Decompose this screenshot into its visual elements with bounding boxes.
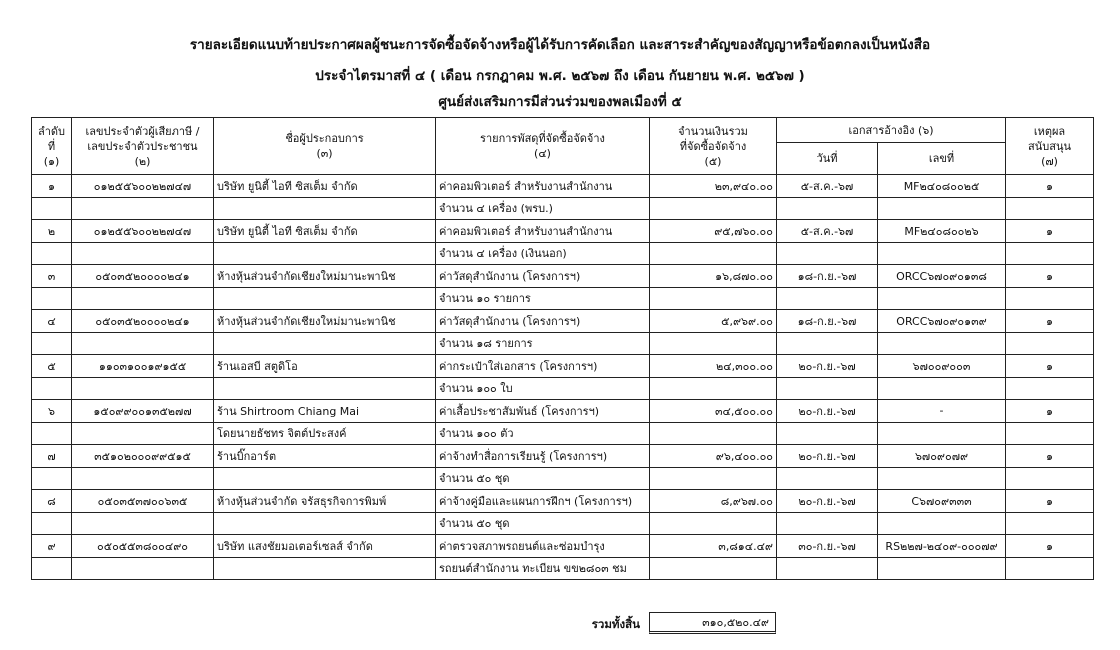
cell-item: ค่าจ้างทำสื่อการเรียนรู้ (โครงการฯ) <box>436 445 650 468</box>
empty-cell <box>878 422 1006 445</box>
organization-name: ศูนย์ส่งเสริมการมีส่วนร่วมของพลเมืองที่ ๕ <box>438 94 682 110</box>
cell-reason: ๑ <box>1006 265 1094 288</box>
empty-cell <box>650 467 777 490</box>
cell-item: ค่ากระเป๋าใส่เอกสาร (โครงการฯ) <box>436 355 650 378</box>
cell-amount: ๙๖,๔๐๐.๐๐ <box>650 445 777 468</box>
table-row-detail <box>32 332 1094 355</box>
empty-cell <box>650 242 777 265</box>
empty-cell <box>878 377 1006 400</box>
cell-date: ๑๘-ก.ย.-๖๗ <box>777 265 878 288</box>
empty-cell <box>878 512 1006 535</box>
cell-item-detail: จำนวน ๑๐๐ ใบ <box>436 377 650 400</box>
cell-vendor: ร้านบิ๊กอาร์ต <box>214 445 436 468</box>
cell-vendor-detail <box>214 287 436 310</box>
empty-cell <box>650 197 777 220</box>
empty-cell <box>878 242 1006 265</box>
table-row-detail <box>32 377 1094 400</box>
cell-date: ๒๐-ก.ย.-๖๗ <box>777 355 878 378</box>
cell-vendor-detail <box>214 332 436 355</box>
cell-taxid: ๐๑๒๕๕๖๐๐๒๒๗๔๗ <box>72 175 214 198</box>
empty-cell <box>72 377 214 400</box>
empty-cell <box>777 332 878 355</box>
empty-cell <box>32 557 72 580</box>
cell-item-detail: จำนวน ๑๘ รายการ <box>436 332 650 355</box>
col-date-header: วันที่ <box>777 143 878 175</box>
cell-no: ๒ <box>32 220 72 243</box>
cell-docno: - <box>878 400 1006 423</box>
cell-taxid: ๐๕๐๕๕๓๘๐๐๔๙๐ <box>72 535 214 558</box>
empty-cell <box>650 557 777 580</box>
empty-cell <box>1006 512 1094 535</box>
col-amount-header: จำนวนเงินรวม ที่จัดซื้อจัดจ้าง (๕) <box>650 118 777 175</box>
cell-amount: ๑๖,๘๗๐.๐๐ <box>650 265 777 288</box>
cell-vendor-detail <box>214 197 436 220</box>
cell-vendor-detail <box>214 242 436 265</box>
empty-cell <box>32 197 72 220</box>
empty-cell <box>777 512 878 535</box>
table-row <box>32 265 1094 288</box>
cell-taxid: ๐๑๒๕๕๖๐๐๒๒๗๔๗ <box>72 220 214 243</box>
cell-vendor: บริษัท ยูนิตี้ ไอที ซิสเต็ม จำกัด <box>214 220 436 243</box>
cell-amount: ๕,๙๖๙.๐๐ <box>650 310 777 333</box>
cell-amount: ๒๔,๓๐๐.๐๐ <box>650 355 777 378</box>
col-vendor-header: ชื่อผู้ประกอบการ (๓) <box>214 118 436 175</box>
empty-cell <box>650 377 777 400</box>
empty-cell <box>1006 467 1094 490</box>
cell-no: ๖ <box>32 400 72 423</box>
cell-item: ค่าคอมพิวเตอร์ สำหรับงานสำนักงาน <box>436 175 650 198</box>
empty-cell <box>1006 557 1094 580</box>
empty-cell <box>777 467 878 490</box>
cell-taxid: ๑๕๐๙๙๐๐๑๓๕๒๗๗ <box>72 400 214 423</box>
cell-date: ๕-ส.ค.-๖๗ <box>777 220 878 243</box>
document-title: รายละเอียดแนบท้ายประกาศผลผู้ชนะการจัดซื้อจัดจ้างหรือผู้ได้รับการคัดเลือก และสาระสำคัญของสัญญาหรือข้อตกลงเป็นหนังสือ <box>189 37 931 53</box>
table-row <box>32 355 1094 378</box>
col-reason-header: เหตุผล สนับสนุน (๗) <box>1006 118 1094 175</box>
table-row-detail <box>32 242 1094 265</box>
document-subtitle: ประจำไตรมาสที่ ๔ ( เดือน กรกฎาคม พ.ศ. ๒๕๖๗ ถึง เดือน กันยายน พ.ศ. ๒๕๖๗ ) <box>315 68 805 84</box>
cell-no: ๙ <box>32 535 72 558</box>
cell-vendor-detail <box>214 377 436 400</box>
cell-item-detail: จำนวน ๑๐๐ ตัว <box>436 422 650 445</box>
col-ref-header: เอกสารอ้างอิง (๖) <box>777 118 1006 143</box>
cell-no: ๑ <box>32 175 72 198</box>
cell-item-detail: รถยนต์สำนักงาน ทะเบียน ขข๒๘๐๓ ชม <box>436 557 650 580</box>
table-row <box>32 310 1094 333</box>
empty-cell <box>72 512 214 535</box>
cell-reason: ๑ <box>1006 220 1094 243</box>
cell-item: ค่าวัสดุสำนักงาน (โครงการฯ) <box>436 265 650 288</box>
cell-vendor: บริษัท ยูนิตี้ ไอที ซิสเต็ม จำกัด <box>214 175 436 198</box>
empty-cell <box>72 557 214 580</box>
empty-cell <box>1006 287 1094 310</box>
empty-cell <box>32 512 72 535</box>
empty-cell <box>878 557 1006 580</box>
cell-item-detail: จำนวน ๕๐ ชุด <box>436 512 650 535</box>
cell-item-detail: จำนวน ๔ เครื่อง (พรบ.) <box>436 197 650 220</box>
empty-cell <box>1006 242 1094 265</box>
cell-taxid: ๐๕๐๓๕๒๐๐๐๐๒๔๑ <box>72 265 214 288</box>
cell-date: ๑๘-ก.ย.-๖๗ <box>777 310 878 333</box>
cell-vendor: ห้างหุ้นส่วนจำกัด จรัสธุรกิจการพิมพ์ <box>214 490 436 513</box>
cell-item-detail: จำนวน ๔ เครื่อง (เงินนอก) <box>436 242 650 265</box>
empty-cell <box>72 332 214 355</box>
empty-cell <box>777 557 878 580</box>
total-label: รวมทั้งสิ้น <box>591 617 640 631</box>
empty-cell <box>650 512 777 535</box>
cell-taxid: ๓๕๑๐๒๐๐๐๙๙๕๑๕ <box>72 445 214 468</box>
cell-taxid: ๐๕๐๓๕๓๗๐๐๖๓๕ <box>72 490 214 513</box>
cell-date: ๒๐-ก.ย.-๖๗ <box>777 445 878 468</box>
table-row-detail <box>32 467 1094 490</box>
empty-cell <box>777 377 878 400</box>
table-row <box>32 445 1094 468</box>
cell-amount: ๒๓,๙๔๐.๐๐ <box>650 175 777 198</box>
cell-item-detail: จำนวน ๑๐ รายการ <box>436 287 650 310</box>
empty-cell <box>1006 197 1094 220</box>
table-row-detail <box>32 512 1094 535</box>
cell-vendor-detail <box>214 512 436 535</box>
cell-item: ค่าจ้างคู่มือและแผนการฝึกฯ (โครงการฯ) <box>436 490 650 513</box>
cell-docno: ๖๗๐๐๙๐๐๓ <box>878 355 1006 378</box>
cell-item: ค่าตรวจสภาพรถยนต์และซ่อมบำรุง <box>436 535 650 558</box>
cell-vendor-detail <box>214 467 436 490</box>
cell-vendor: ร้านเอสบี สตูดิโอ <box>214 355 436 378</box>
cell-docno: RS๒๒๗-๒๔๐๙-๐๐๐๗๙ <box>878 535 1006 558</box>
cell-date: ๕-ส.ค.-๖๗ <box>777 175 878 198</box>
cell-no: ๕ <box>32 355 72 378</box>
cell-reason: ๑ <box>1006 310 1094 333</box>
empty-cell <box>72 197 214 220</box>
empty-cell <box>777 287 878 310</box>
cell-amount: ๘,๙๖๗.๐๐ <box>650 490 777 513</box>
cell-vendor: ร้าน Shirtroom Chiang Mai <box>214 400 436 423</box>
table-row <box>32 400 1094 423</box>
cell-no: ๗ <box>32 445 72 468</box>
cell-docno: ORCC๖๗๐๙๐๑๓๙ <box>878 310 1006 333</box>
cell-vendor: บริษัท แสงชัยมอเตอร์เซลส์ จำกัด <box>214 535 436 558</box>
empty-cell <box>72 467 214 490</box>
cell-date: ๓๐-ก.ย.-๖๗ <box>777 535 878 558</box>
empty-cell <box>1006 422 1094 445</box>
cell-taxid: ๑๑๐๓๑๐๐๑๙๑๕๕ <box>72 355 214 378</box>
cell-reason: ๑ <box>1006 400 1094 423</box>
cell-taxid: ๐๕๐๓๕๒๐๐๐๐๒๔๑ <box>72 310 214 333</box>
cell-vendor-detail <box>214 557 436 580</box>
cell-no: ๓ <box>32 265 72 288</box>
table-row-detail <box>32 422 1094 445</box>
cell-amount: ๓๔,๕๐๐.๐๐ <box>650 400 777 423</box>
cell-reason: ๑ <box>1006 355 1094 378</box>
total-value: ๓๑๐,๕๒๐.๔๙ <box>649 612 776 634</box>
cell-item: ค่าวัสดุสำนักงาน (โครงการฯ) <box>436 310 650 333</box>
cell-vendor: ห้างหุ้นส่วนจำกัดเชียงใหม่มานะพานิช <box>214 310 436 333</box>
empty-cell <box>32 242 72 265</box>
col-no-header: ลำดับ ที่ (๑) <box>32 118 72 175</box>
empty-cell <box>878 197 1006 220</box>
cell-item: ค่าคอมพิวเตอร์ สำหรับงานสำนักงาน <box>436 220 650 243</box>
empty-cell <box>650 422 777 445</box>
empty-cell <box>32 422 72 445</box>
empty-cell <box>1006 332 1094 355</box>
cell-reason: ๑ <box>1006 445 1094 468</box>
empty-cell <box>32 467 72 490</box>
cell-date: ๒๐-ก.ย.-๖๗ <box>777 400 878 423</box>
cell-docno: ORCC๖๗๐๙๐๑๓๘ <box>878 265 1006 288</box>
empty-cell <box>650 332 777 355</box>
cell-reason: ๑ <box>1006 535 1094 558</box>
cell-vendor: ห้างหุ้นส่วนจำกัดเชียงใหม่มานะพานิช <box>214 265 436 288</box>
empty-cell <box>650 287 777 310</box>
table-row <box>32 535 1094 558</box>
empty-cell <box>32 332 72 355</box>
cell-date: ๒๐-ก.ย.-๖๗ <box>777 490 878 513</box>
cell-amount: ๓,๘๑๔.๔๙ <box>650 535 777 558</box>
empty-cell <box>878 332 1006 355</box>
empty-cell <box>72 287 214 310</box>
cell-docno: C๖๗๐๙๓๓๓ <box>878 490 1006 513</box>
procurement-table <box>31 117 1094 580</box>
cell-vendor-detail: โดยนายธัชทร จิตต์ประสงค์ <box>214 422 436 445</box>
table-row-detail <box>32 287 1094 310</box>
cell-reason: ๑ <box>1006 490 1094 513</box>
table-row <box>32 490 1094 513</box>
cell-amount: ๙๕,๗๖๐.๐๐ <box>650 220 777 243</box>
cell-docno: ๖๗๐๙๐๗๙ <box>878 445 1006 468</box>
cell-no: ๔ <box>32 310 72 333</box>
cell-reason: ๑ <box>1006 175 1094 198</box>
empty-cell <box>32 287 72 310</box>
empty-cell <box>777 242 878 265</box>
empty-cell <box>1006 377 1094 400</box>
col-taxid-header: เลขประจำตัวผู้เสียภาษี / เลขประจำตัวประชาชน (๒) <box>72 118 214 175</box>
table-row <box>32 175 1094 198</box>
empty-cell <box>777 197 878 220</box>
empty-cell <box>32 377 72 400</box>
table-row <box>32 220 1094 243</box>
empty-cell <box>777 422 878 445</box>
empty-cell <box>878 287 1006 310</box>
col-docno-header: เลขที่ <box>878 143 1006 175</box>
cell-no: ๘ <box>32 490 72 513</box>
empty-cell <box>72 242 214 265</box>
cell-item-detail: จำนวน ๕๐ ชุด <box>436 467 650 490</box>
col-item-header: รายการพัสดุที่จัดซื้อจัดจ้าง (๔) <box>436 118 650 175</box>
cell-docno: MF๒๔๐๘๐๐๒๖ <box>878 220 1006 243</box>
table-row-detail <box>32 557 1094 580</box>
table-row-detail <box>32 197 1094 220</box>
empty-cell <box>878 467 1006 490</box>
empty-cell <box>72 422 214 445</box>
cell-docno: MF๒๔๐๘๐๐๒๕ <box>878 175 1006 198</box>
cell-item: ค่าเสื้อประชาสัมพันธ์ (โครงการฯ) <box>436 400 650 423</box>
